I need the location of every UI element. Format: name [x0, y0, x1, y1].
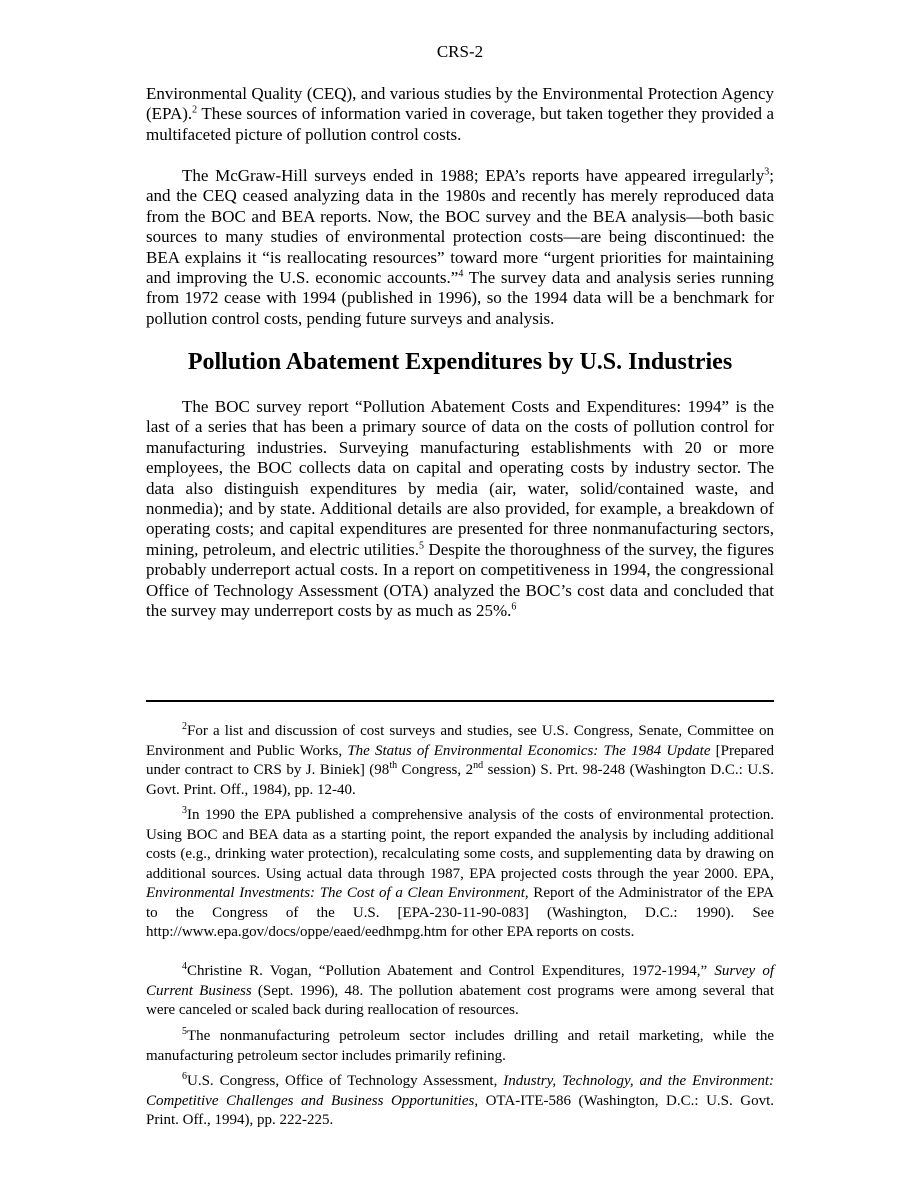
page-number: CRS-2 [436, 42, 484, 61]
footnote-6 [146, 1072, 774, 1131]
footnote-text: Christine R. Vogan, “Pollution Abatement and Control Expenditures, 1972-1994,” [187, 963, 715, 979]
paragraph-text: The survey data and analysis series running from 1972 cease with 1994 (published in 1996), so the 1994 data will be a benchmark for pollution control costs, pending future surveys and analysis. [146, 268, 774, 328]
footnote-number: 4 [182, 961, 187, 972]
paragraph-text: Despite the thoroughness of the survey, the figures probably underreport actual costs. In a report on competitiveness in 1994, the congressional Office of Technology Assessment (OTA) analyzed the BOC’s cost data and concluded that the survey may underreport costs by as much as 25%. [146, 539, 775, 621]
footnote-text: , Report of the Administrator of the EPA to the Congress of the U.S. [EPA-230-11-90-083] (Washington, D.C.: 1990). See http://www.epa.gov/docs/oppe/eaed/eedhmpg.htm for other EPA reports on costs. [146, 885, 774, 940]
footnote-ref-4[interactable]: 4 [458, 268, 464, 280]
paragraph-text: ; and the CEQ ceased analyzing data in the 1980s and recently has merely reproduced data from the BOC and BEA reports. Now, the BOC survey and the BEA analysis—both basic sources to many studies of environmental protection costs—are being discontinued: the BEA explains it “is reallocating resources” toward more “urgent priorities for maintaining and improving the U.S. economic accounts.” [146, 166, 774, 288]
footnote-text: (Sept. 1996), 48. The pollution abatement cost programs were among several that were canceled or scaled back during reallocation of resources. [146, 982, 774, 1018]
citation-title: Industry, Technology, and the Environment: Competitive Challenges and Business Opportunities [146, 1073, 774, 1109]
footnote-4 [146, 962, 774, 1021]
footnote-ref-2[interactable]: 2 [192, 104, 198, 116]
paragraph-text: These sources of information varied in coverage, but taken together they provided a multifaceted picture of pollution control costs. [146, 104, 774, 144]
paragraph-3 [146, 397, 774, 621]
footnote-5 [146, 1027, 774, 1066]
citation-title: The Status of Environmental Economics: The 1984 Update [347, 742, 711, 759]
footnote-text: The nonmanufacturing petroleum sector includes drilling and retail marketing, while the manufacturing petroleum sector includes primarily refining. [146, 1028, 774, 1064]
footnote-2 [146, 722, 774, 800]
footnote-number: 2 [182, 721, 187, 732]
section-heading: Pollution Abatement Expenditures by U.S. Industries [187, 349, 733, 375]
footnote-text: [Prepared under contract to CRS by J. Biniek] (98 [146, 742, 774, 778]
footnote-text: , OTA-ITE-586 (Washington, D.C.: U.S. Govt. Print. Off., 1994), pp. 222-225. [146, 1092, 774, 1128]
citation-title: Environmental Investments: The Cost of a Clean Environment [146, 885, 525, 901]
paragraph-2 [146, 166, 774, 329]
footnote-text: For a list and discussion of cost surveys and studies, see U.S. Congress, Senate, Committee on Environment and Public Works, [146, 723, 774, 759]
footnote-3 [146, 806, 774, 943]
ordinal-suffix: nd [473, 760, 484, 771]
footnote-number: 6 [182, 1071, 187, 1082]
paragraph-text: Environmental Quality (CEQ), and various studies by the Environmental Protection Agency (EPA). [146, 84, 774, 124]
footnote-ref-6[interactable]: 6 [511, 601, 517, 613]
citation-title: Survey of Current Business [146, 963, 774, 999]
footnote-text: session) S. Prt. 98-248 (Washington D.C.: U.S. Govt. Print. Off., 1984), pp. 12-40. [146, 762, 774, 798]
ordinal-suffix: th [389, 760, 398, 771]
paragraph-1 [146, 84, 774, 145]
footnote-ref-3[interactable]: 3 [764, 166, 770, 178]
footnote-text: Congress, 2 [397, 762, 474, 778]
footnote-number: 3 [182, 805, 187, 816]
footnote-text: U.S. Congress, Office of Technology Assessment, [187, 1073, 504, 1089]
footnote-text: In 1990 the EPA published a comprehensive analysis of the costs of environmental protection. Using BOC and BEA data as a starting point, the report expanded the analysis by including additional costs (e.g., drinking water protection), recalculating some costs, and supplementing data by drawing on additional sources. Using actual data through 1987, EPA projected costs through the year 2000. EPA, [146, 807, 774, 882]
footnote-ref-5[interactable]: 5 [419, 540, 425, 552]
paragraph-text: The McGraw-Hill surveys ended in 1988; EPA’s reports have appeared irregularly [182, 166, 765, 185]
footnote-divider [146, 700, 774, 702]
paragraph-text: The BOC survey report “Pollution Abatement Costs and Expenditures: 1994” is the last of a series that has been a primary source of data on the costs of pollution control for manufacturing industries. Surveying manufacturing establishments with 20 or more employees, the BOC collects data on capital and operating costs by industry sector. The data also distinguish expenditures by media (air, water, solid/contained waste, and nonmedia); and by state. Additional details are also provided, for example, a breakdown of operating costs; and capital expenditures are presented for three nonmanufacturing sectors, mining, petroleum, and electric utilities. [146, 397, 774, 559]
footnote-number: 5 [182, 1026, 187, 1037]
